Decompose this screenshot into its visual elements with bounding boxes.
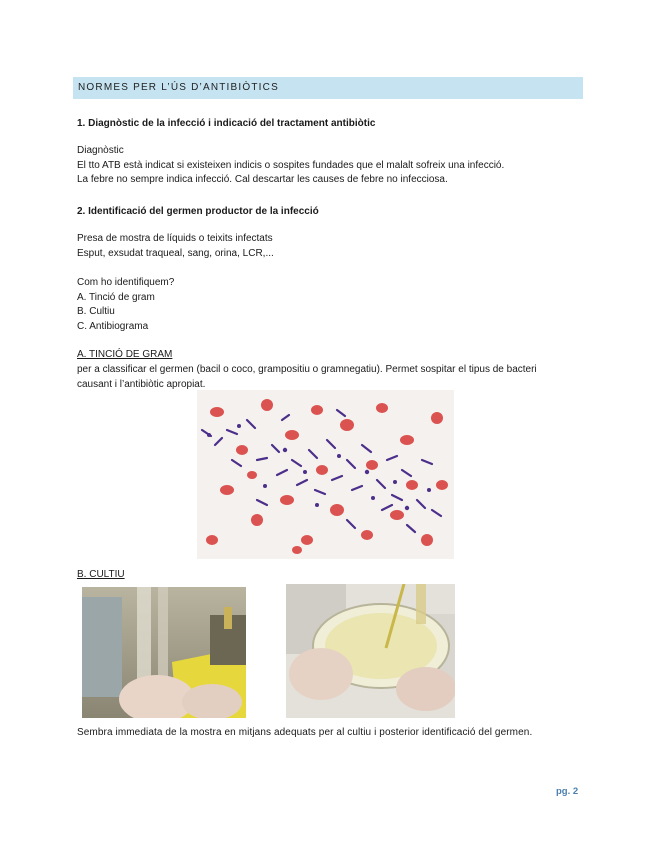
gram-line-1: per a classificar el germen (bacil o coco, grampositiu o gramnegatiu). Permet sospitar el tipus de bacteri (77, 364, 537, 375)
gram-line-2: causant i l’antibiòtic apropiat. (77, 378, 206, 390)
culture-tube-image (82, 587, 246, 718)
sample-line-2: Esput, exsudat traqueal, sang, orina, LCR,... (77, 247, 274, 259)
methods-block (77, 276, 174, 334)
gram-stain-micrograph-icon (197, 390, 454, 559)
method-cultiu: B. Cultiu (77, 306, 115, 317)
diagnostic-line-1: El tto ATB està indicat si existeixen indicis o sospites fundades que el malalt sofreix una infecció. (77, 159, 505, 171)
gram-stain-image (197, 390, 454, 559)
section-1-body (77, 144, 504, 188)
cultiu-caption: Sembra immediata de la mostra en mitjans adequats per al cultiu i posterior identificació del germen. (77, 727, 533, 738)
method-gram: A. Tinció de gram (77, 291, 155, 303)
culture-tube-photo-icon (82, 587, 246, 718)
cultiu-heading: B. CULTIU (77, 569, 125, 580)
sample-line-1: Presa de mostra de líquids o teixits infectats (77, 233, 273, 244)
petri-dish-image (286, 584, 455, 718)
diagnostic-line-2: La febre no sempre indica infecció. Cal descartar les causes de febre no infecciosa. (77, 174, 448, 185)
petri-dish-photo-icon (286, 584, 455, 718)
gram-description (77, 363, 537, 392)
sample-block (77, 232, 274, 261)
document-title: NORMES PER L’ÚS D’ANTIBIÒTICS (78, 82, 279, 93)
section-1-heading: 1. Diagnòstic de la infecció i indicació del tractament antibiòtic (77, 118, 376, 129)
page-number: pg. 2 (556, 786, 579, 797)
section-2-heading: 2. Identificació del germen productor de la infecció (77, 206, 319, 217)
diagnostic-label: Diagnòstic (77, 145, 124, 156)
gram-heading: A. TINCIÓ DE GRAM (77, 349, 173, 360)
methods-question: Com ho identifiquem? (77, 277, 175, 288)
method-antibiograma: C. Antibiograma (77, 320, 149, 332)
